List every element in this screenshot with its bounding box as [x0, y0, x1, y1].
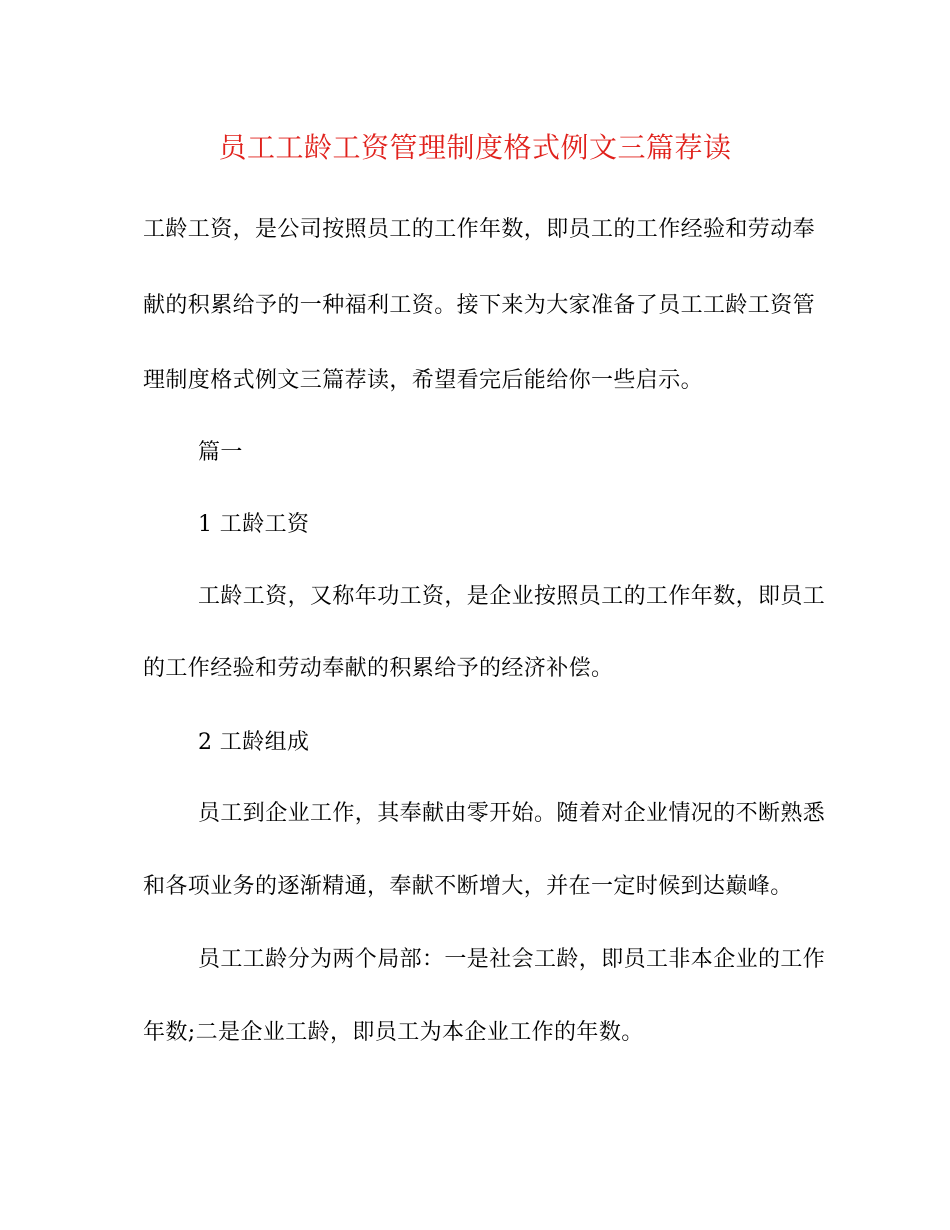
paragraph-3-line-2: 年数;二是企业工龄，即员工为本企业工作的年数。 [143, 1020, 644, 1045]
intro-line-2: 献的积累给予的一种福利工资。接下来为大家准备了员工工龄工资管 [143, 293, 816, 318]
subheading-2: 2 工龄组成 [198, 730, 310, 755]
paragraph-2-line-1: 员工到企业工作，其奉献由零开始。随着对企业情况的不断熟悉 [198, 801, 826, 826]
intro-line-1: 工龄工资，是公司按照员工的工作年数，即员工的工作经验和劳动奉 [143, 217, 816, 242]
paragraph-2-line-2: 和各项业务的逐渐精通，奉献不断增大，并在一定时候到达巅峰。 [143, 874, 793, 899]
subheading-1: 1 工龄工资 [198, 512, 310, 537]
paragraph-3-line-1: 员工工龄分为两个局部：一是社会工龄，即员工非本企业的工作 [198, 947, 826, 972]
section-heading: 篇一 [198, 440, 243, 465]
intro-line-3: 理制度格式例文三篇荐读，希望看完后能给你一些启示。 [143, 368, 704, 393]
paragraph-1-line-1: 工龄工资，又称年功工资，是企业按照员工的工作年数，即员工 [198, 584, 826, 609]
paragraph-1-line-2: 的工作经验和劳动奉献的积累给予的经济补偿。 [143, 656, 614, 681]
document-title: 员工工龄工资管理制度格式例文三篇荐读 [218, 131, 732, 164]
